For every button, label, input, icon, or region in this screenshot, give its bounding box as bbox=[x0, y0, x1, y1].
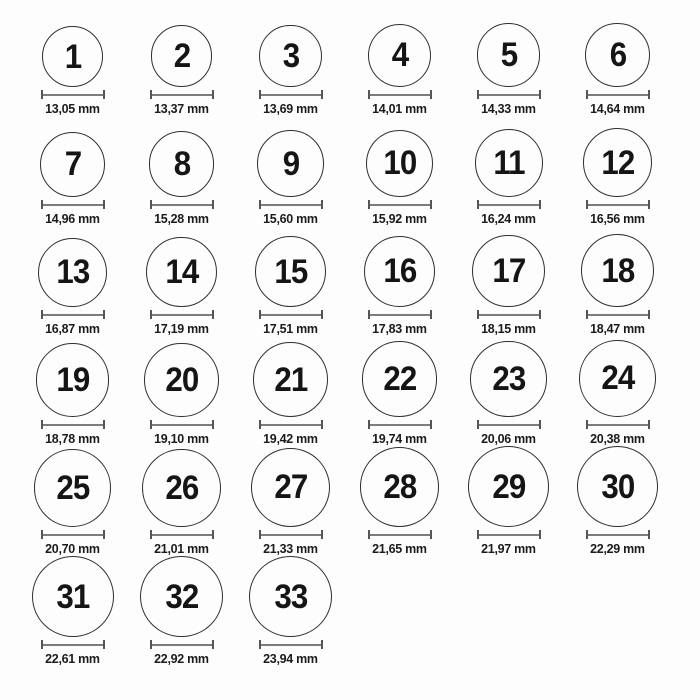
diameter-label: 21,33 mm bbox=[263, 541, 318, 556]
size-number: 5 bbox=[500, 36, 517, 75]
diameter-ruler bbox=[41, 640, 105, 649]
diameter-ruler bbox=[41, 310, 105, 319]
diameter-label: 22,61 mm bbox=[45, 651, 100, 666]
ring-size-cell bbox=[454, 446, 563, 556]
diameter-label: 20,70 mm bbox=[45, 541, 100, 556]
diameter-label: 14,01 mm bbox=[372, 101, 427, 116]
diameter-label: 15,92 mm bbox=[372, 211, 427, 226]
size-circle bbox=[585, 23, 650, 88]
diameter-ruler bbox=[259, 530, 323, 539]
ring-size-cell bbox=[18, 116, 127, 226]
size-circle bbox=[140, 556, 223, 637]
size-circle bbox=[151, 25, 213, 87]
diameter-label: 17,19 mm bbox=[154, 321, 209, 336]
diameter-label: 16,56 mm bbox=[590, 211, 645, 226]
diameter-ruler bbox=[586, 420, 650, 429]
ring-size-cell bbox=[454, 226, 563, 336]
size-number: 18 bbox=[601, 251, 634, 290]
size-circle bbox=[577, 446, 658, 527]
ring-size-cell bbox=[127, 336, 236, 446]
diameter-ruler bbox=[259, 200, 323, 209]
diameter-label: 20,38 mm bbox=[590, 431, 645, 446]
size-circle bbox=[472, 235, 544, 307]
ring-size-cell bbox=[454, 116, 563, 226]
diameter-ruler bbox=[477, 420, 541, 429]
diameter-ruler bbox=[368, 90, 432, 99]
diameter-ruler bbox=[368, 200, 432, 209]
size-number: 17 bbox=[492, 251, 525, 290]
size-number: 33 bbox=[274, 577, 307, 616]
diameter-ruler bbox=[477, 90, 541, 99]
size-circle bbox=[38, 238, 107, 307]
ring-size-cell bbox=[127, 116, 236, 226]
diameter-label: 20,06 mm bbox=[481, 431, 536, 446]
size-circle bbox=[149, 131, 215, 197]
size-number: 25 bbox=[56, 469, 89, 508]
diameter-label: 19,42 mm bbox=[263, 431, 318, 446]
size-number: 16 bbox=[383, 252, 416, 291]
size-circle bbox=[583, 128, 652, 197]
diameter-ruler bbox=[150, 90, 214, 99]
diameter-label: 21,65 mm bbox=[372, 541, 427, 556]
size-number: 24 bbox=[601, 359, 634, 398]
size-number: 22 bbox=[383, 360, 416, 399]
ring-size-cell bbox=[454, 336, 563, 446]
ring-size-cell bbox=[563, 446, 672, 556]
diameter-label: 18,78 mm bbox=[45, 431, 100, 446]
size-number: 11 bbox=[492, 144, 525, 182]
diameter-ruler bbox=[586, 90, 650, 99]
size-number: 4 bbox=[391, 36, 408, 75]
diameter-label: 19,74 mm bbox=[372, 431, 427, 446]
size-number: 26 bbox=[165, 468, 198, 507]
ring-size-cell bbox=[563, 6, 672, 116]
size-number: 23 bbox=[492, 359, 525, 398]
ring-size-cell bbox=[345, 6, 454, 116]
size-circle bbox=[364, 236, 436, 308]
size-circle bbox=[257, 130, 324, 197]
size-number: 31 bbox=[56, 577, 89, 616]
diameter-label: 17,83 mm bbox=[372, 321, 427, 336]
size-number: 27 bbox=[274, 468, 307, 507]
size-number: 29 bbox=[492, 467, 525, 506]
size-circle bbox=[32, 556, 114, 637]
size-number: 3 bbox=[282, 36, 299, 75]
size-number: 8 bbox=[173, 145, 190, 184]
diameter-ruler bbox=[368, 530, 432, 539]
size-circle bbox=[368, 24, 431, 87]
ring-size-cell bbox=[236, 336, 345, 446]
size-circle bbox=[34, 449, 112, 527]
ring-size-cell bbox=[236, 226, 345, 336]
diameter-ruler bbox=[41, 90, 105, 99]
diameter-ruler bbox=[150, 420, 214, 429]
ring-size-cell bbox=[236, 446, 345, 556]
diameter-ruler bbox=[150, 530, 214, 539]
size-number: 9 bbox=[282, 144, 299, 183]
ring-size-cell bbox=[127, 226, 236, 336]
ring-size-cell bbox=[345, 446, 454, 556]
diameter-label: 14,96 mm bbox=[45, 211, 100, 226]
size-circle bbox=[468, 446, 549, 527]
size-circle bbox=[470, 341, 546, 417]
diameter-ruler bbox=[259, 90, 323, 99]
diameter-label: 23,94 mm bbox=[263, 651, 318, 666]
ring-size-cell bbox=[127, 556, 236, 666]
diameter-ruler bbox=[368, 310, 432, 319]
size-number: 10 bbox=[383, 144, 416, 183]
size-circle bbox=[142, 449, 221, 528]
size-circle bbox=[146, 237, 216, 307]
ring-size-cell bbox=[563, 336, 672, 446]
size-number: 6 bbox=[609, 35, 626, 74]
ring-size-cell bbox=[18, 226, 127, 336]
size-circle bbox=[40, 132, 105, 197]
diameter-ruler bbox=[477, 310, 541, 319]
ring-size-cell bbox=[18, 6, 127, 116]
diameter-label: 17,51 mm bbox=[263, 321, 318, 336]
diameter-label: 13,05 mm bbox=[45, 101, 100, 116]
diameter-ruler bbox=[150, 640, 214, 649]
diameter-ruler bbox=[259, 420, 323, 429]
size-circle bbox=[581, 234, 654, 307]
ring-size-cell bbox=[236, 6, 345, 116]
diameter-ruler bbox=[41, 530, 105, 539]
diameter-label: 16,24 mm bbox=[481, 211, 536, 226]
size-number: 32 bbox=[165, 577, 198, 616]
size-number: 20 bbox=[165, 360, 198, 399]
size-circle bbox=[477, 23, 541, 87]
diameter-label: 13,37 mm bbox=[154, 101, 209, 116]
size-number: 1 bbox=[64, 37, 81, 76]
size-number: 15 bbox=[274, 252, 307, 291]
diameter-ruler bbox=[477, 200, 541, 209]
ring-size-cell bbox=[345, 336, 454, 446]
diameter-ruler bbox=[150, 310, 214, 319]
size-circle bbox=[251, 448, 330, 527]
size-circle bbox=[255, 236, 326, 307]
size-number: 21 bbox=[274, 360, 307, 399]
diameter-ruler bbox=[586, 200, 650, 209]
diameter-label: 18,15 mm bbox=[481, 321, 536, 336]
diameter-label: 18,47 mm bbox=[590, 321, 645, 336]
size-number: 14 bbox=[165, 252, 198, 291]
diameter-label: 16,87 mm bbox=[45, 321, 100, 336]
size-circle bbox=[579, 340, 656, 417]
size-circle bbox=[249, 556, 332, 637]
diameter-label: 14,33 mm bbox=[481, 101, 536, 116]
ring-size-cell bbox=[563, 116, 672, 226]
diameter-label: 14,64 mm bbox=[590, 101, 645, 116]
size-circle bbox=[366, 130, 433, 197]
ring-size-cell bbox=[236, 556, 345, 666]
size-circle bbox=[362, 341, 438, 417]
diameter-label: 21,97 mm bbox=[481, 541, 536, 556]
size-number: 7 bbox=[64, 145, 81, 184]
diameter-ruler bbox=[586, 530, 650, 539]
ring-size-cell bbox=[18, 336, 127, 446]
ring-size-cell bbox=[236, 116, 345, 226]
ring-size-cell bbox=[18, 556, 127, 666]
size-number: 2 bbox=[173, 37, 190, 76]
diameter-ruler bbox=[368, 420, 432, 429]
diameter-ruler bbox=[586, 310, 650, 319]
ring-size-cell bbox=[127, 6, 236, 116]
size-circle bbox=[253, 342, 328, 417]
ring-size-cell bbox=[18, 446, 127, 556]
diameter-ruler bbox=[150, 200, 214, 209]
ring-size-cell bbox=[345, 226, 454, 336]
diameter-ruler bbox=[259, 640, 323, 649]
ring-size-cell bbox=[127, 446, 236, 556]
diameter-ruler bbox=[477, 530, 541, 539]
size-circle bbox=[144, 343, 218, 417]
diameter-label: 13,69 mm bbox=[263, 101, 318, 116]
size-circle bbox=[42, 26, 103, 87]
size-circle bbox=[360, 447, 440, 527]
size-circle bbox=[475, 129, 543, 197]
ring-size-cell bbox=[345, 116, 454, 226]
size-circle bbox=[259, 25, 321, 87]
diameter-ruler bbox=[41, 200, 105, 209]
diameter-label: 19,10 mm bbox=[154, 431, 209, 446]
diameter-ruler bbox=[259, 310, 323, 319]
size-number: 12 bbox=[601, 143, 634, 182]
ring-size-cell bbox=[563, 226, 672, 336]
diameter-label: 22,29 mm bbox=[590, 541, 645, 556]
size-number: 13 bbox=[56, 253, 89, 292]
diameter-label: 15,60 mm bbox=[263, 211, 318, 226]
diameter-label: 22,92 mm bbox=[154, 651, 209, 666]
size-circle bbox=[36, 343, 110, 417]
size-number: 28 bbox=[383, 468, 416, 507]
diameter-label: 21,01 mm bbox=[154, 541, 209, 556]
ring-size-cell bbox=[454, 6, 563, 116]
diameter-ruler bbox=[41, 420, 105, 429]
size-number: 30 bbox=[601, 467, 634, 506]
diameter-label: 15,28 mm bbox=[154, 211, 209, 226]
size-number: 19 bbox=[56, 361, 89, 400]
